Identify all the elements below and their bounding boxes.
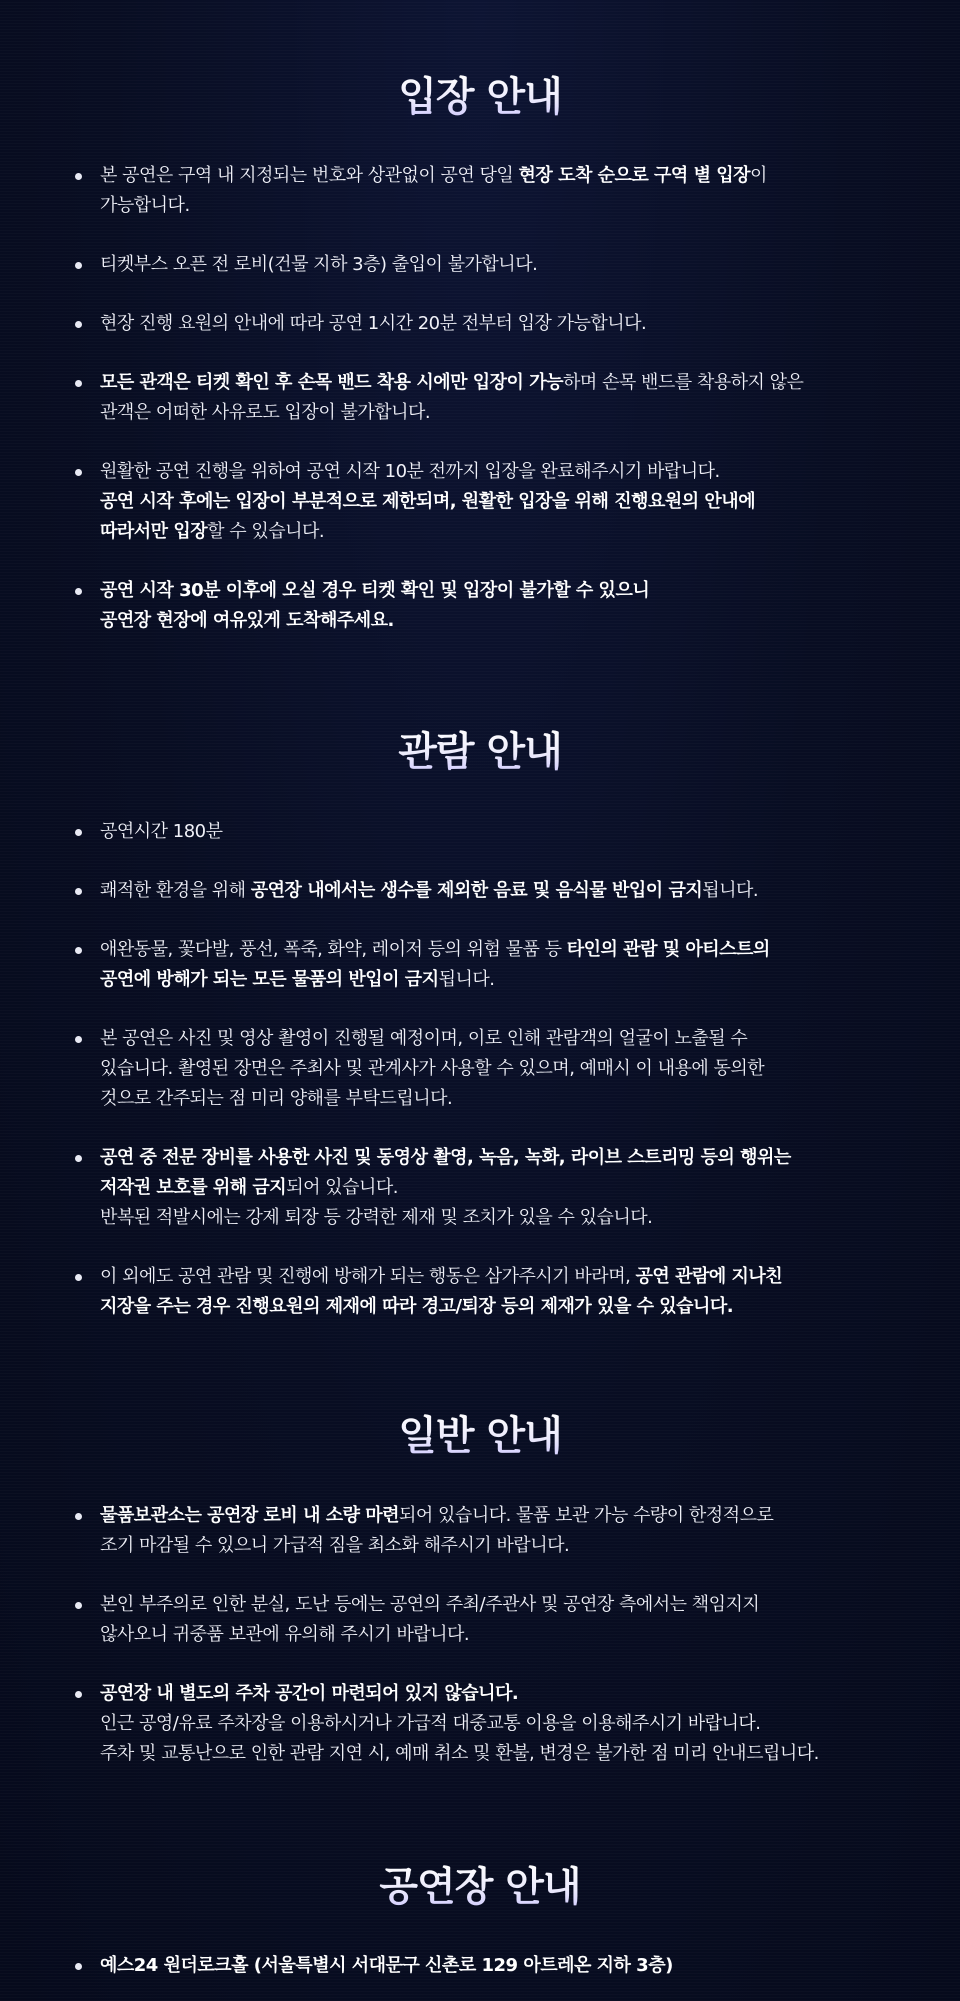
notice-item [0,1679,960,1769]
notice-line [100,935,916,965]
notice-line [100,1173,916,1203]
notice-text: 현장 진행 요원의 안내에 따라 공연 1시간 20분 전부터 입장 가능합니다. [100,313,647,334]
bullet-dot-icon [75,380,82,387]
notice-text: 하며 손목 밴드를 착용하지 않은 [562,372,804,393]
bullet-dot-icon [75,173,82,180]
notice-text: 가능합니다. [100,195,190,216]
notice-text: 됩니다. [702,880,759,901]
notice-item [0,457,960,547]
notice-line [100,965,916,995]
bullet-dot-icon [75,1036,82,1043]
notice-line [100,1501,916,1531]
notice-line [100,1143,916,1173]
bullet-dot-icon [75,1513,82,1520]
notice-text: 인근 공영/유료 주차장을 이용하시거나 가급적 대중교통 이용을 이용해주시기 바랍니다. [100,1713,761,1734]
notice-line [100,161,916,191]
notice-text: 쾌적한 환경을 위해 [100,880,251,901]
bullet-dot-icon [75,1274,82,1281]
section-title: 관람 안내 [0,728,960,776]
section-title: 공연장 안내 [0,1863,960,1911]
notice-line [100,191,916,221]
section-title: 일반 안내 [0,1412,960,1460]
notice-line [100,1262,916,1292]
bullet-dot-icon [75,262,82,269]
notice-text: 조기 마감될 수 있으니 가급적 짐을 최소화 해주시기 바랍니다. [100,1535,570,1556]
bullet-dot-icon [75,1155,82,1162]
notice-list [0,817,960,1322]
entry-guide-section [0,73,960,636]
notice-line [100,1739,916,1769]
notice-text: 원활한 공연 진행을 위하여 공연 시작 10분 전까지 입장을 완료해주시기 바랍니다. [100,461,720,482]
notice-text: 관객은 어떠한 사유로도 입장이 불가합니다. [100,402,431,423]
emphasis-text: 현장 도착 순으로 구역 별 입장 [518,165,751,186]
notice-line [100,1620,916,1650]
notice-text: 이 외에도 공연 관람 및 진행에 방해가 되는 행동은 삼가주시기 바라며, [100,1266,636,1287]
emphasis-text: 따라서만 입장 [100,521,208,542]
notice-line [100,250,916,280]
notice-text: 본인 부주의로 인한 분실, 도난 등에는 공연의 주최/주관사 및 공연장 측에서는 책임지지 [100,1594,760,1615]
notice-text: 것으로 간주되는 점 미리 양해를 부탁드립니다. [100,1088,453,1109]
notice-line [100,1292,916,1322]
emphasis-text: 공연장 내에서는 생수를 제외한 음료 및 음식물 반입이 금지 [250,880,703,901]
general-guide-section [0,1412,960,1769]
emphasis-text: 공연 시작 후에는 입장이 부분적으로 제한되며, 원활한 입장을 위해 진행요원의 안내에 [100,491,756,512]
emphasis-text: 예스24 원더로크홀 (서울특별시 서대문구 신촌로 129 아트레온 지하 3층) [100,1955,673,1976]
notice-item [0,817,960,847]
emphasis-text: 공연장 내 별도의 주차 공간이 마련되어 있지 않습니다. [100,1683,519,1704]
notice-text: 이 [750,165,767,186]
emphasis-text: 공연 시작 30분 이후에 오실 경우 티켓 확인 및 입장이 불가할 수 있으니 [100,580,650,601]
notice-text: 애완동물, 꽃다발, 풍선, 폭죽, 화약, 레이저 등의 위험 물품 등 [100,939,567,960]
notice-line [100,1590,916,1620]
notice-item [0,1143,960,1233]
notice-line [100,876,916,906]
emphasis-text: 공연 관람에 지나친 [635,1266,783,1287]
bullet-dot-icon [75,1691,82,1698]
emphasis-text: 공연장 현장에 여유있게 도착해주세요. [100,610,394,631]
notice-line [100,457,916,487]
notice-text: 할 수 있습니다. [207,521,325,542]
notice-item [0,1590,960,1650]
notice-list [0,1501,960,1769]
section-title: 입장 안내 [0,73,960,121]
notice-line [100,517,916,547]
notice-line [100,1203,916,1233]
notice-line [100,576,916,606]
notice-line [100,487,916,517]
notice-item [0,935,960,995]
notice-item [0,309,960,339]
venue-guide-section [0,1863,960,1981]
bullet-dot-icon [75,1602,82,1609]
notice-text: 있습니다. 촬영된 장면은 주최사 및 관계사가 사용할 수 있으며, 예매시 이 내용에 동의한 [100,1058,765,1079]
emphasis-text: 지장을 주는 경우 진행요원의 제재에 따라 경고/퇴장 등의 제재가 있을 수 있습니다. [100,1296,734,1317]
notice-item [0,876,960,906]
notice-line [100,398,916,428]
notice-line [100,1709,916,1739]
notice-item [0,368,960,428]
viewing-guide-section [0,728,960,1322]
notice-list [0,1951,960,1981]
notice-text: 되어 있습니다. 물품 보관 가능 수량이 한정적으로 [399,1505,774,1526]
notice-item [0,1951,960,1981]
emphasis-text: 타인의 관람 및 아티스트의 [566,939,770,960]
notice-text: 됩니다. [438,969,495,990]
notice-line [100,1951,916,1981]
bullet-dot-icon [75,1963,82,1970]
emphasis-text: 물품보관소는 공연장 로비 내 소량 마련 [100,1505,400,1526]
notice-list [0,161,960,636]
notice-text: 되어 있습니다. [286,1177,398,1198]
bullet-dot-icon [75,469,82,476]
notice-text: 공연시간 180분 [100,821,223,842]
notice-item [0,576,960,636]
notice-item [0,161,960,221]
notice-item [0,1501,960,1561]
bullet-dot-icon [75,947,82,954]
bullet-dot-icon [75,588,82,595]
notice-item [0,1024,960,1114]
bullet-dot-icon [75,829,82,836]
notice-text: 본 공연은 구역 내 지정되는 번호와 상관없이 공연 당일 [100,165,519,186]
emphasis-text: 공연 중 전문 장비를 사용한 사진 및 동영상 촬영, 녹음, 녹화, 라이브 스트리밍 등의 행위는 [100,1147,791,1168]
bullet-dot-icon [75,888,82,895]
emphasis-text: 모든 관객은 티켓 확인 후 손목 밴드 착용 시에만 입장이 가능 [100,372,563,393]
emphasis-text: 공연에 방해가 되는 모든 물품의 반입이 금지 [100,969,439,990]
notice-text: 티켓부스 오픈 전 로비(건물 지하 3층) 출입이 불가합니다. [100,254,538,275]
notice-line [100,1024,916,1054]
notice-line [100,1679,916,1709]
notice-item [0,1262,960,1322]
notice-line [100,1084,916,1114]
notice-text: 않사오니 귀중품 보관에 유의해 주시기 바랍니다. [100,1624,470,1645]
notice-line [100,368,916,398]
notice-line [100,1531,916,1561]
notice-text: 본 공연은 사진 및 영상 촬영이 진행될 예정이며, 이로 인해 관람객의 얼굴이 노출될 수 [100,1028,748,1049]
notice-text: 주차 및 교통난으로 인한 관람 지연 시, 예매 취소 및 환불, 변경은 불가한 점 미리 안내드립니다. [100,1743,819,1764]
notice-item [0,250,960,280]
emphasis-text: 저작권 보호를 위해 금지 [100,1177,287,1198]
notice-line [100,309,916,339]
notice-line [100,1054,916,1084]
bullet-dot-icon [75,321,82,328]
notice-line [100,817,916,847]
notice-text: 반복된 적발시에는 강제 퇴장 등 강력한 제재 및 조치가 있을 수 있습니다. [100,1207,653,1228]
notice-line [100,606,916,636]
